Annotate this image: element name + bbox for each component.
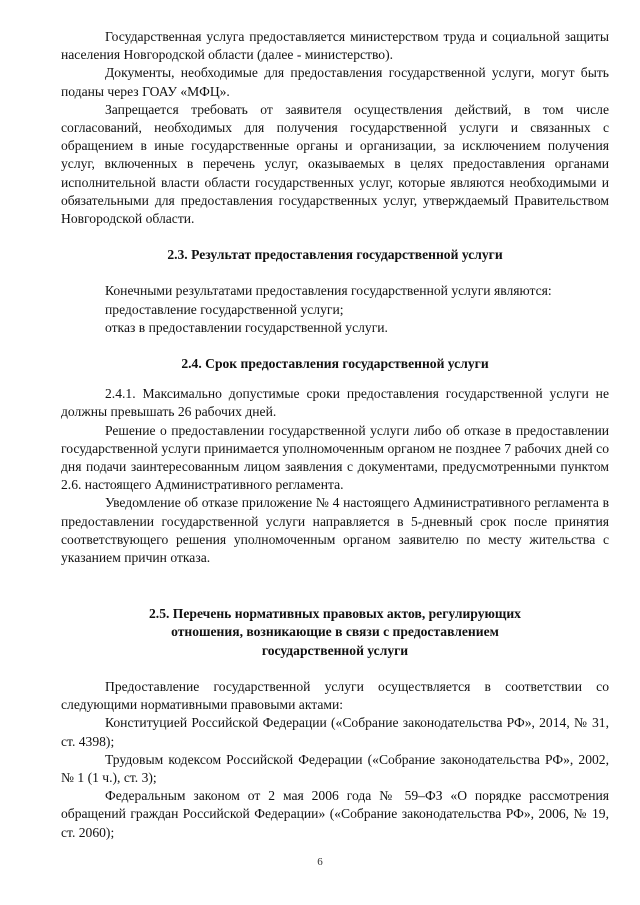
paragraph-federal-law-59: Федеральным законом от 2 мая 2006 года № 59–ФЗ «О порядке рассмотрения обращений граждан Российской Федерации» («Собрание законодательства РФ», 2006, № 19, ст. 2060); — [61, 788, 609, 840]
paragraph-constitution: Конституцией Российской Федерации («Собрание законодательства РФ», 2014, № 31, ст. 4398); — [61, 715, 609, 749]
page-number: 6 — [317, 856, 323, 868]
paragraph-labor-code: Трудовым кодексом Российской Федерации («Собрание законодательства РФ», 2002, № 1 (1 ч.), ст. 3); — [61, 751, 609, 785]
paragraph-result-refusal: отказ в предоставлении государственной услуги. — [105, 319, 388, 335]
paragraph-decision-terms: Решение о предоставлении государственной услуги либо об отказе в предоставлении государственной услуги принимается уполномоченным органом не позднее 7 рабочих дней со дня подачи заинтересованным лицом заявления с документами, предусмотренными пунктом 2.6. настоящего Административного регламента. — [61, 422, 609, 493]
paragraph-max-terms: 2.4.1. Максимально допустимые сроки предоставления государственной услуги не должны превышать 26 рабочих дней. — [61, 386, 609, 420]
document-page — [61, 28, 609, 842]
paragraph-result-provision: предоставление государственной услуги; — [105, 301, 344, 317]
paragraph-service-provider: Государственная услуга предоставляется министерством труда и социальной защиты населения Новгородской области (далее - министерство). — [61, 29, 609, 63]
paragraph-results-intro: Конечными результатами предоставления государственной услуги являются: — [105, 283, 552, 299]
paragraph-refusal-notice: Уведомление об отказе приложение № 4 настоящего Административного регламента в предоставлении государственной услуги направляется в 5-дневный срок после принятия соответствующего решения уполномоченным органом заявителю по месту жительства с указанием причин отказа. — [61, 495, 609, 566]
section-heading-2-3: 2.3. Результат предоставления государственной услуги — [167, 247, 503, 263]
paragraph-legal-acts-intro: Предоставление государственной услуги осуществляется в соответствии со следующими нормативными правовыми актами: — [61, 678, 609, 713]
section-heading-2-5-line-1: 2.5. Перечень нормативных правовых актов, регулирующих — [149, 606, 521, 622]
section-heading-2-5-line-3: государственной услуги — [261, 642, 409, 658]
section-heading-2-5-line-2: отношения, возникающие в связи с предоставлением — [171, 624, 499, 640]
paragraph-documents-mfc: Документы, необходимые для предоставления государственной услуги, могут быть поданы через ГОАУ «МФЦ». — [61, 65, 609, 99]
section-heading-2-4: 2.4. Срок предоставления государственной услуги — [181, 356, 489, 372]
paragraph-prohibition: Запрещается требовать от заявителя осуществления действий, в том числе согласований, необходимых для получения государственной услуги и связанных с обращением в иные государственные органы и организации, за исключением получения услуг, включенных в перечень услуг, оказываемых в целях предоставления органами исполнительной власти области государственных услуг, которые являются необходимыми и обязательными для предоставления государственных услуг, утверждаемый Правительством Новгородской области. — [61, 101, 609, 227]
